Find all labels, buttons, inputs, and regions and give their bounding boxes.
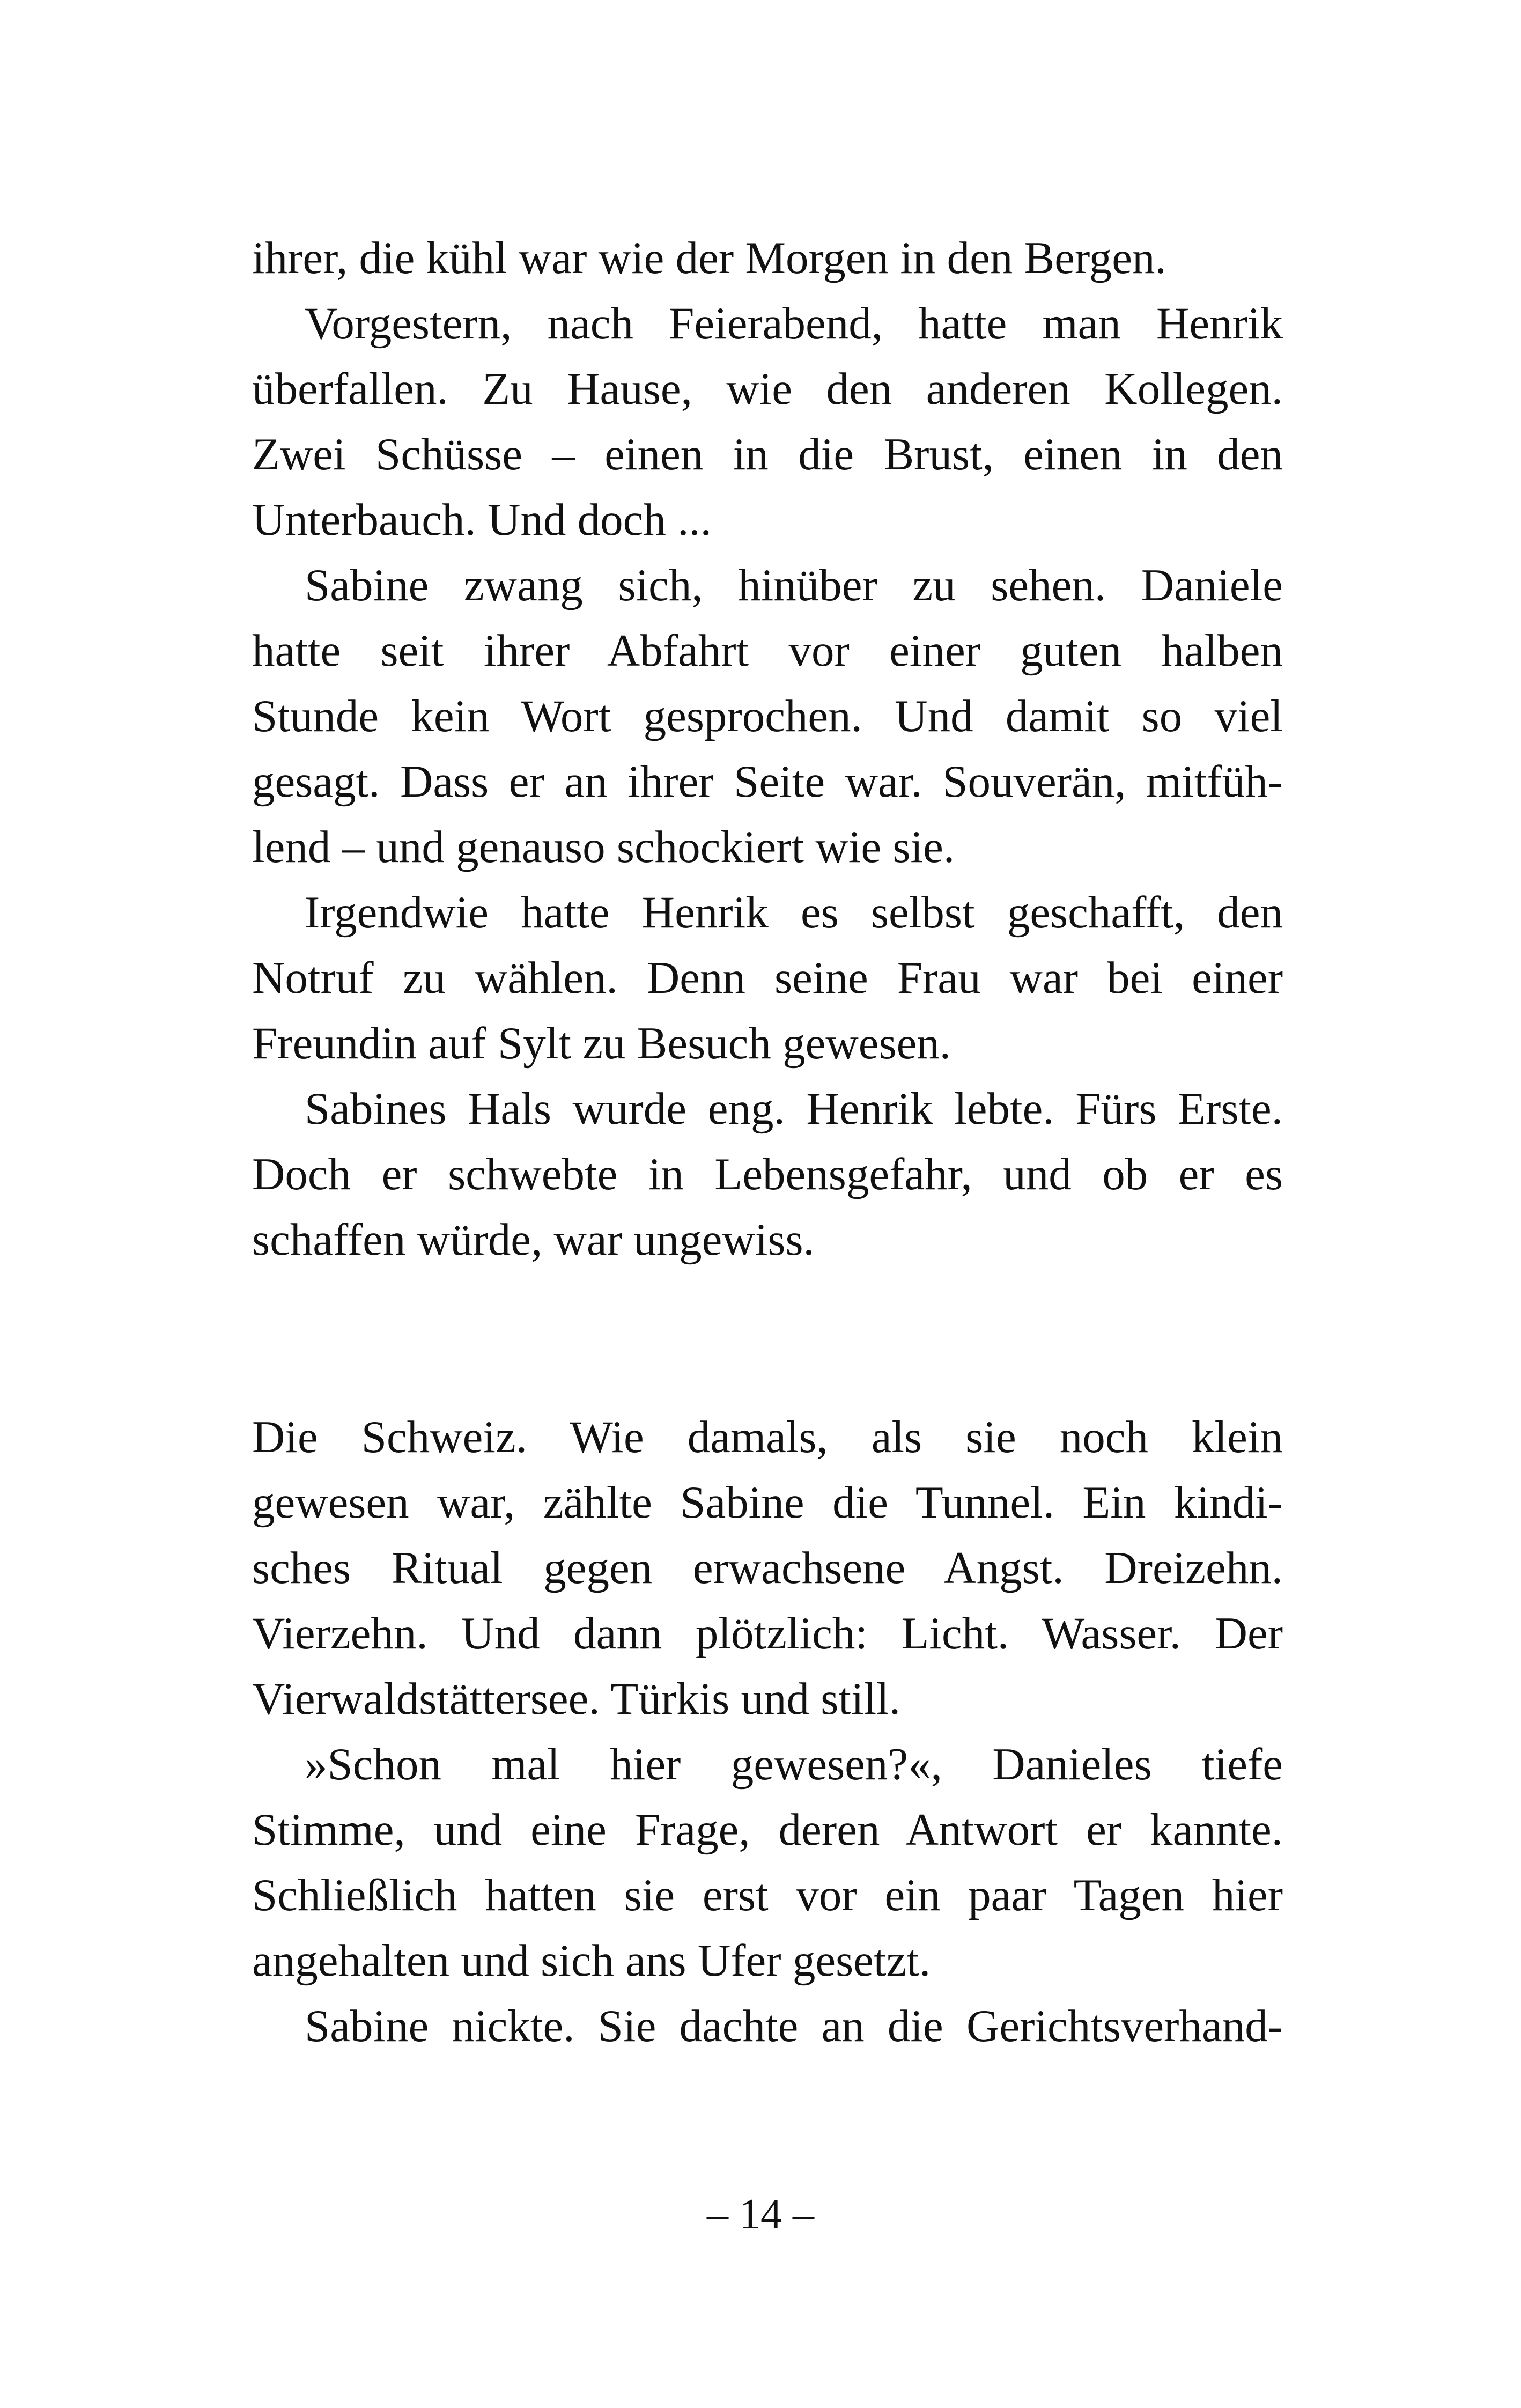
text-line: Vorgestern, nach Feierabend, hatte man Henrik [305, 298, 1283, 349]
text-line: Notruf zu wählen. Denn seine Frau war bei einer [252, 953, 1283, 1003]
text-line: Unterbauch. Und doch ... [252, 495, 712, 545]
text-line: Vierzehn. Und dann plötzlich: Licht. Wasser. Der [252, 1608, 1283, 1659]
text-section-1 [252, 225, 1283, 1272]
text-line: hatte seit ihrer Abfahrt vor einer guten halben [252, 625, 1283, 676]
text-line: sches Ritual gegen erwachsene Angst. Dreizehn. [252, 1543, 1283, 1593]
text-section-2 [252, 1404, 1283, 2059]
text-line: Freundin auf Sylt zu Besuch gewesen. [252, 1018, 951, 1069]
text-line: Die Schweiz. Wie damals, als sie noch klein [252, 1412, 1283, 1462]
text-line: Sabine zwang sich, hinüber zu sehen. Daniele [305, 560, 1283, 610]
text-line: lend – und genauso schockiert wie sie. [252, 822, 955, 872]
text-line: Sabine nickte. Sie dachte an die Gerichtsverhand- [305, 2001, 1283, 2051]
text-line: Irgendwie hatte Henrik es selbst geschafft, den [305, 887, 1283, 938]
text-line: Stimme, und eine Frage, deren Antwort er kannte. [252, 1805, 1283, 1855]
text-line: angehalten und sich ans Ufer gesetzt. [252, 1935, 931, 1986]
text-line: Sabines Hals wurde eng. Henrik lebte. Fürs Erste. [305, 1084, 1283, 1134]
text-line: Schließlich hatten sie erst vor ein paar Tagen hier [252, 1870, 1283, 1920]
text-line: Stunde kein Wort gesprochen. Und damit so viel [252, 691, 1283, 741]
text-line: überfallen. Zu Hause, wie den anderen Kollegen. [252, 364, 1283, 414]
page-number: – 14 – [707, 2191, 814, 2238]
text-line: schaffen würde, war ungewiss. [252, 1214, 815, 1265]
text-line: Doch er schwebte in Lebensgefahr, und ob er es [252, 1149, 1283, 1199]
text-line: ihrer, die kühl war wie der Morgen in den Bergen. [252, 233, 1166, 283]
text-line: gewesen war, zählte Sabine die Tunnel. Ein kindi- [252, 1477, 1283, 1528]
text-line: gesagt. Dass er an ihrer Seite war. Souverän, mitfüh- [252, 756, 1283, 807]
text-line: »Schon mal hier gewesen?«, Danieles tiefe [305, 1739, 1283, 1790]
text-line: Zwei Schüsse – einen in die Brust, einen in den [252, 429, 1283, 480]
text-line: Vierwaldstättersee. Türkis und still. [252, 1674, 901, 1724]
